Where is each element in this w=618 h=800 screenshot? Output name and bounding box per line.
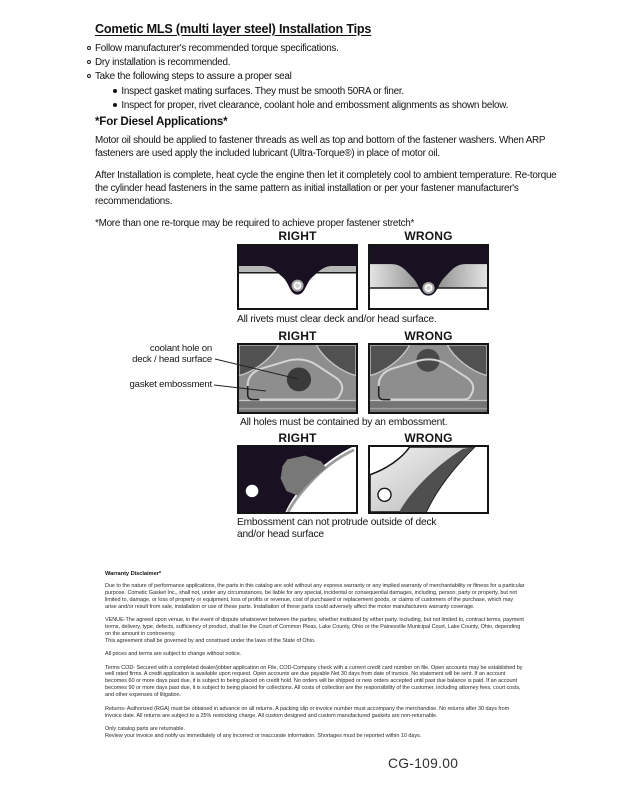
warranty-paragraph-1: Due to the nature of performance applications, the parts in this catalog are sold without any express warranty or any implied warranty of merchantability or fitness for a particular purpose. Cometic Gasket Inc., shall not, under any circumstances, be liable for any special, incidental or consequential damages, including, person, party or property, but not limited to, damage, or loss of property or equipment, loss of profits or revenue, cost of purchased or replacement goods, or claims of customers of the purchase, which may arise and/or result from sale, installation or use of these parts. Installation of these parts could adversely affect the motor manufacturers warranty coverage. xyxy=(105,582,525,610)
list-sub-item xyxy=(113,100,567,111)
list-item-text: Inspect for proper, rivet clearance, coolant hole and embossment alignments as shown below. xyxy=(121,99,509,111)
list-item xyxy=(87,57,567,68)
row3-right-label: RIGHT xyxy=(278,431,317,445)
diesel-paragraph-1: Motor oil should be applied to fastener threads as well as top and bottom of the fastener washers. When ARP fasteners are used apply the included lubricant (Ultra-Torque®) in place of motor oil. xyxy=(95,135,546,159)
open-bullet-icon xyxy=(87,74,91,78)
diagram-embossment-wrong xyxy=(368,343,489,414)
warranty-heading: Warranty Disclaimer* xyxy=(105,571,162,577)
list-sub-item xyxy=(113,86,567,97)
warranty-venue-paragraph: VENUE-The agreed upon venue, in the event of dispute whatsoever between the parties, whether instituted by either party, including, but not limited to, contract terms, payment terms, delivery, type, defects, sufficiency of product, shall be the Court of Common Pleas, Lake County, Ohio or the Painesville Municipal Court, Lake County, Ohio, depending on the amount in controversy. xyxy=(105,617,524,637)
diesel-heading: *For Diesel Applications* xyxy=(95,115,228,128)
row3-caption-line1: Embossment can not protrude outside of deck xyxy=(237,517,437,528)
row1-wrong-label: WRONG xyxy=(404,229,453,243)
bolt-hole xyxy=(246,485,259,497)
embossment-wrong-graphic xyxy=(370,345,487,412)
list-item-text: Inspect gasket mating surfaces. They must be smooth 50RA or finer. xyxy=(121,85,404,97)
open-bullet-icon xyxy=(87,46,91,50)
diesel-paragraph-2: After Installation is complete, heat cycle the engine then let it completely cool to ambient temperature. Re-torque the cylinder head fasteners in the same pattern as initial installation or per your fastener manufacturer's recommendations. xyxy=(95,170,557,207)
diagram-rivet-wrong xyxy=(368,244,489,310)
diagram-protrusion-right xyxy=(237,445,358,514)
warranty-returns: Returns- Authorized (RGA) must be obtained in advance on all returns. A packing slip or invoice number must accompany the merchandise. No returns after 30 days from invoice date. All returns are subject to a 25% restocking charge. All custom designed and custom manufactured gaskets are non-returnable. xyxy=(105,705,510,719)
protrusion-wrong-graphic xyxy=(370,447,487,512)
warranty-invoice-note: Review your invoice and notify us immediately of any incorrect or inaccurate information. Shortages must be reported within 10 days. xyxy=(105,732,422,739)
installation-tips-list xyxy=(87,43,567,114)
list-item-text: Take the following steps to assure a proper seal xyxy=(95,71,292,83)
row3-caption-line2: and/or head surface xyxy=(237,529,324,540)
list-item-text: Follow manufacturer's recommended torque specifications. xyxy=(95,43,339,54)
row1-right-label: RIGHT xyxy=(278,229,317,243)
warranty-prices-note: All prices and terms are subject to change without notice. xyxy=(105,651,242,658)
coolant-hole-label xyxy=(60,344,212,365)
warranty-governing-law: This agreement shall be governed by and construed under the laws of the State of Ohio. xyxy=(105,637,316,644)
diagram-embossment-right xyxy=(237,343,358,414)
rivet-icon xyxy=(422,282,434,294)
rivet-wrong-graphic xyxy=(370,246,487,308)
embossment-right-graphic xyxy=(239,345,356,412)
row2-wrong-label: WRONG xyxy=(404,329,453,343)
bolt-hole xyxy=(378,488,391,501)
open-bullet-icon xyxy=(87,60,91,64)
warranty-terms-cod: Terms COD- Secured with a completed dealer/jobber application on File, COD-Company check with a current credit card number on file. Open accounts may be established by well rated firms. A credit application is available upon request. Open accounts are due payable Net 30 days from date of invoice. No statement will be sent. If an account becomes 60 or more days past due, it is subject to being placed on credit hold. No orders will be shipped or new orders accepted until past due balance is paid. If an account becomes 90 or more days past due, it is subject to being placed for collections. All costs of collection are the responsibility of the customer, including attorney fees, court costs, and other expenses of litigation. xyxy=(105,664,523,699)
warranty-returnable-note: Only catalog parts are returnable. xyxy=(105,725,185,732)
diagram-rivet-right xyxy=(237,244,358,310)
list-item xyxy=(87,43,567,54)
row1-caption: All rivets must clear deck and/or head surface. xyxy=(237,314,437,325)
page-title: Cometic MLS (multi layer steel) Installation Tips xyxy=(95,22,372,36)
filled-bullet-icon xyxy=(113,103,117,107)
list-item-text: Dry installation is recommended. xyxy=(95,57,231,69)
coolant-hole-label-line1: coolant hole on xyxy=(149,343,212,354)
rivet-icon xyxy=(291,280,303,292)
diesel-paragraph-3: *More than one re-torque may be required to achieve proper fastener stretch* xyxy=(95,218,415,229)
diagram-protrusion-wrong xyxy=(368,445,489,514)
filled-bullet-icon xyxy=(113,89,117,93)
row2-right-label: RIGHT xyxy=(278,329,317,343)
gasket-embossment-label: gasket embossment xyxy=(129,379,212,390)
coolant-hole-label-line2: deck / head surface xyxy=(132,353,212,365)
warranty-disclaimer-section xyxy=(105,571,525,740)
diesel-applications-section xyxy=(95,115,567,239)
row3-caption xyxy=(237,517,467,541)
list-item xyxy=(87,71,567,82)
rivet-right-graphic xyxy=(239,246,356,308)
page-code: CG-109.00 xyxy=(388,756,459,771)
row3-wrong-label: WRONG xyxy=(404,431,453,445)
protrusion-right-graphic xyxy=(239,447,356,512)
coolant-hole xyxy=(287,367,311,391)
row2-caption: All holes must be contained by an embossment. xyxy=(240,417,448,428)
